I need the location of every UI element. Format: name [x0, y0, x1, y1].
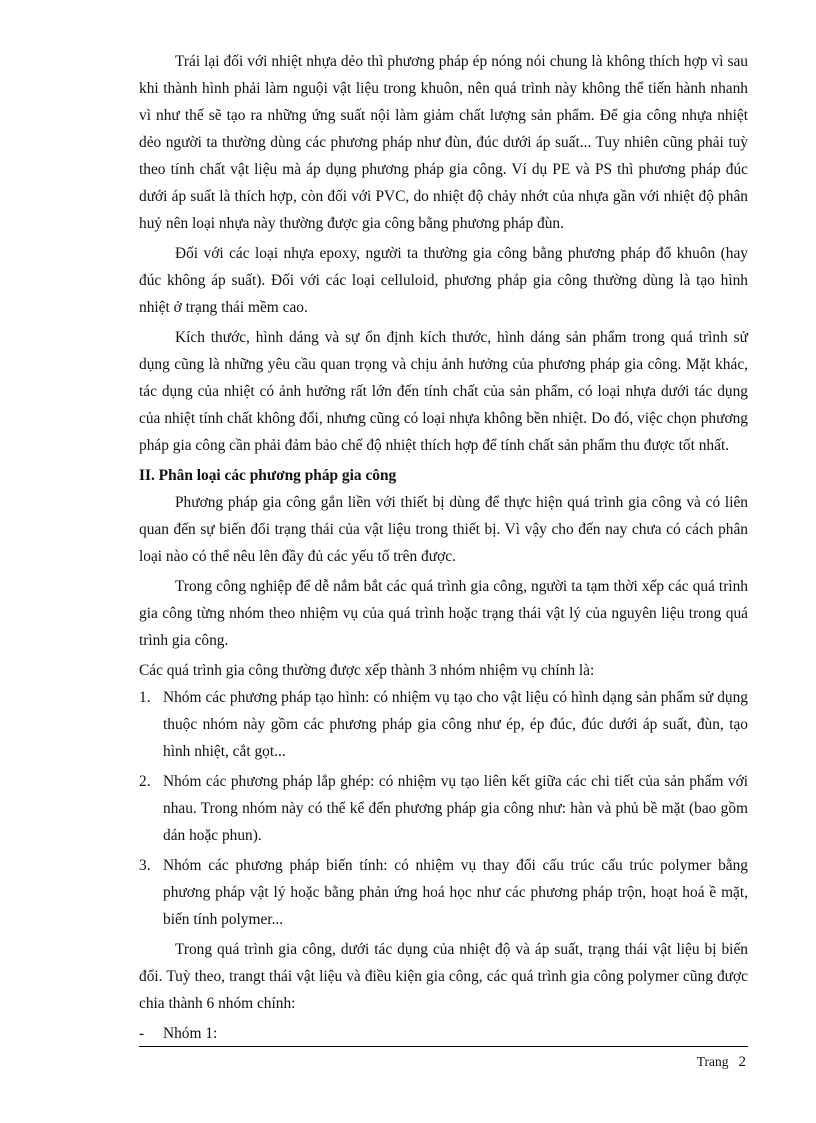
- paragraph-thermoplastic-processing: Trái lại đối với nhiệt nhựa dẻo thì phương pháp ép nóng nói chung là không thích hợp vì sau khi thành hình phải làm nguội vật liệu trong khuôn, nên quá trình này không thể tiến hành nhanh vì như thế sẽ tạo ra những ứng suất nội làm giảm chất lượng sản phẩm. Để gia công nhựa nhiệt dẻo người ta thường dùng các phương pháp như đùn, đúc dưới áp suất... Tuy nhiên cũng phải tuỳ theo tính chất vật liệu mà áp dụng phương pháp gia công. Ví dụ PE và PS thì phương pháp đúc dưới áp suất là thích hợp, còn đối với PVC, do nhiệt độ chảy nhớt của nhựa gần với nhiệt độ phân huỷ nên loại nhựa này thường được gia công bằng phương pháp đùn.: [139, 53, 748, 232]
- page-body: [139, 48, 748, 1047]
- paragraph-dimension-stability: Kích thước, hình dáng và sự ổn định kích thước, hình dáng sản phẩm trong quá trình sử dụng cũng là những yêu cầu quan trọng và chịu ảnh hưởng của phương pháp gia công. Mặt khác, tác dụng của nhiệt có ảnh hưởng rất lớn đến tính chất của sản phẩm, có loại nhựa dưới tác dụng của nhiệt tính chất không đổi, nhưng cũng có loại nhựa không bền nhiệt. Do đó, việc chọn phương pháp gia công cần phải đảm bảo chế độ nhiệt thích hợp để tính chất sản phẩm thu được tốt nhất.: [139, 329, 748, 454]
- list-item: [139, 852, 748, 933]
- dash-item-text: Nhóm 1:: [163, 1025, 218, 1042]
- list-item-number: 3.: [139, 857, 151, 874]
- footer-page-label: Trang: [696, 1054, 729, 1069]
- paragraph-epoxy-celluloid: Đối với các loại nhựa epoxy, người ta thường gia công bằng phương pháp đổ khuôn (hay đúc không áp suất). Đối với các loại celluloid, phương pháp gia công thường dùng là tạo hình nhiệt ở trạng thái mềm cao.: [139, 245, 748, 316]
- paragraph-six-groups-intro: Trong quá trình gia công, dưới tác dụng của nhiệt độ và áp suất, trạng thái vật liệu bị biến đổi. Tuỳ theo, trangt thái vật liệu và điều kiện gia công, các quá trình gia công polymer cũng được chia thành 6 nhóm chính:: [139, 941, 748, 1012]
- list-item: [139, 768, 748, 849]
- footer-page-number: 2: [738, 1054, 746, 1070]
- list-item-text: Nhóm các phương pháp tạo hình: có nhiệm vụ tạo cho vật liệu có hình dạng sản phẩm sử dụng thuộc nhóm này gồm các phương pháp gia công như ép, ép đúc, đúc dưới áp suất, đùn, tạo hình nhiệt, cắt gọt...: [163, 689, 748, 760]
- dash-list-item: [139, 1020, 748, 1047]
- paragraph-method-classification: Phương pháp gia công gắn liền với thiết bị dùng để thực hiện quá trình gia công và có liên quan đến sự biến đổi trạng thái của vật liệu trong thiết bị. Vì vậy cho đến nay chưa có cách phân loại nào có thể nêu lên đầy đủ các yếu tố trên được.: [139, 494, 748, 565]
- list-item-number: 2.: [139, 773, 151, 790]
- footer-divider: [139, 1046, 748, 1047]
- list-item-number: 1.: [139, 689, 151, 706]
- list-item-text: Nhóm các phương pháp lắp ghép: có nhiệm vụ tạo liên kết giữa các chi tiết của sản phẩm với nhau. Trong nhóm này có thể kể đến phương pháp gia công như: hàn và phủ bề mặt (bao gồm dán hoặc phun).: [163, 773, 748, 844]
- paragraph-three-groups-intro: Các quá trình gia công thường được xếp thành 3 nhóm nhiệm vụ chính là:: [139, 662, 595, 679]
- list-item-text: Nhóm các phương pháp biến tính: có nhiệm vụ thay đổi cấu trúc cấu trúc polymer bằng phương pháp vật lý hoặc bằng phản ứng hoá học như các phương pháp trộn, hoạt hoá ề mặt, biến tính polymer...: [163, 857, 748, 928]
- paragraph-industry-grouping: Trong công nghiệp để dễ nắm bắt các quá trình gia công, người ta tạm thời xếp các quá trình gia công từng nhóm theo nhiệm vụ của quá trình hoặc trạng thái vật lý của nguyên liệu trong quá trình gia công.: [139, 578, 748, 649]
- section-heading: II. Phân loại các phương pháp gia công: [139, 467, 397, 484]
- page-footer: [697, 1052, 746, 1072]
- dash-marker: -: [139, 1025, 145, 1042]
- numbered-list: [139, 684, 748, 933]
- list-item: [139, 684, 748, 765]
